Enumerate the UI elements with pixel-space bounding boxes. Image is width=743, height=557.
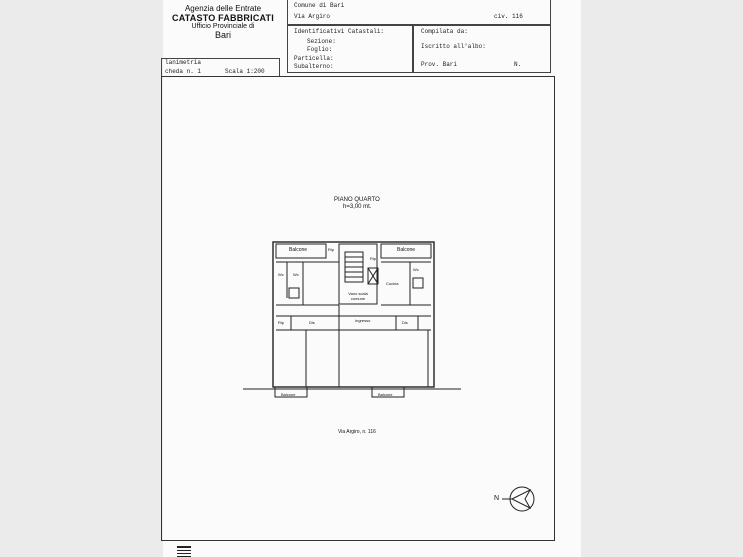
wc-2: Wc	[293, 272, 299, 277]
floor-title: PIANO QUARTO	[334, 197, 380, 203]
barcode-icon	[177, 546, 191, 557]
balcone-bottom-right: Balcone	[378, 392, 393, 397]
city-label: Bari	[214, 30, 231, 40]
rip-stair: Rip	[370, 256, 377, 261]
vano-scala-label: Vano scala comune	[348, 291, 368, 301]
ingresso-label: Ingresso	[355, 318, 371, 323]
subalterno-field: Subalterno:	[294, 63, 334, 70]
floor-height: h=3,00 mt.	[343, 204, 372, 210]
iscritto-field: Iscritto all'albo:	[421, 43, 486, 50]
civ-field: civ. 116	[494, 13, 523, 20]
particella-field: Particella:	[294, 55, 334, 62]
street-label: Via Argiro, n. 116	[338, 429, 376, 435]
north-arrow	[512, 490, 530, 508]
ufficio-label: Ufficio Provinciale di	[191, 23, 255, 30]
scala-label: Scala 1:200	[225, 68, 265, 75]
catasto-title: CATASTO FABBRICATI	[172, 13, 274, 23]
foglio-field: Foglio:	[307, 46, 333, 53]
balcone-top-left: Balcone	[289, 247, 308, 253]
dis-left: Dis	[309, 320, 315, 325]
n-field: N.	[514, 61, 522, 68]
right-margin	[581, 0, 743, 557]
comune-field: Comune di Bari	[294, 2, 345, 9]
north-label: N	[494, 495, 500, 502]
north-circle	[510, 487, 534, 511]
left-margin	[0, 0, 163, 557]
wc-1: Wc	[278, 272, 284, 277]
cucina-label: Cucina	[386, 281, 399, 286]
floor-plan-drawing	[163, 0, 581, 557]
agency-name: Agenzia delle Entrate	[184, 4, 262, 13]
ident-title: Identificativi Catastali:	[294, 28, 385, 35]
dis-right: Dis	[402, 320, 408, 325]
balcone-top-right: Balcone	[397, 247, 416, 253]
compilata-field: Compilata da:	[421, 28, 468, 35]
rip-left: Rip	[278, 320, 285, 325]
prov-field: Prov. Bari	[421, 61, 458, 68]
planimetria-label: lanimetria	[165, 59, 202, 66]
wc-3: Wc	[413, 267, 419, 272]
cadastral-sheet	[163, 0, 581, 557]
via-field: Via Argiro	[294, 13, 331, 20]
sezione-field: Sezione:	[307, 38, 336, 45]
balcone-bottom-left: Balcone	[281, 392, 296, 397]
rip-top: Rip	[328, 247, 335, 252]
scheda-label: cheda n. 1	[165, 68, 202, 75]
